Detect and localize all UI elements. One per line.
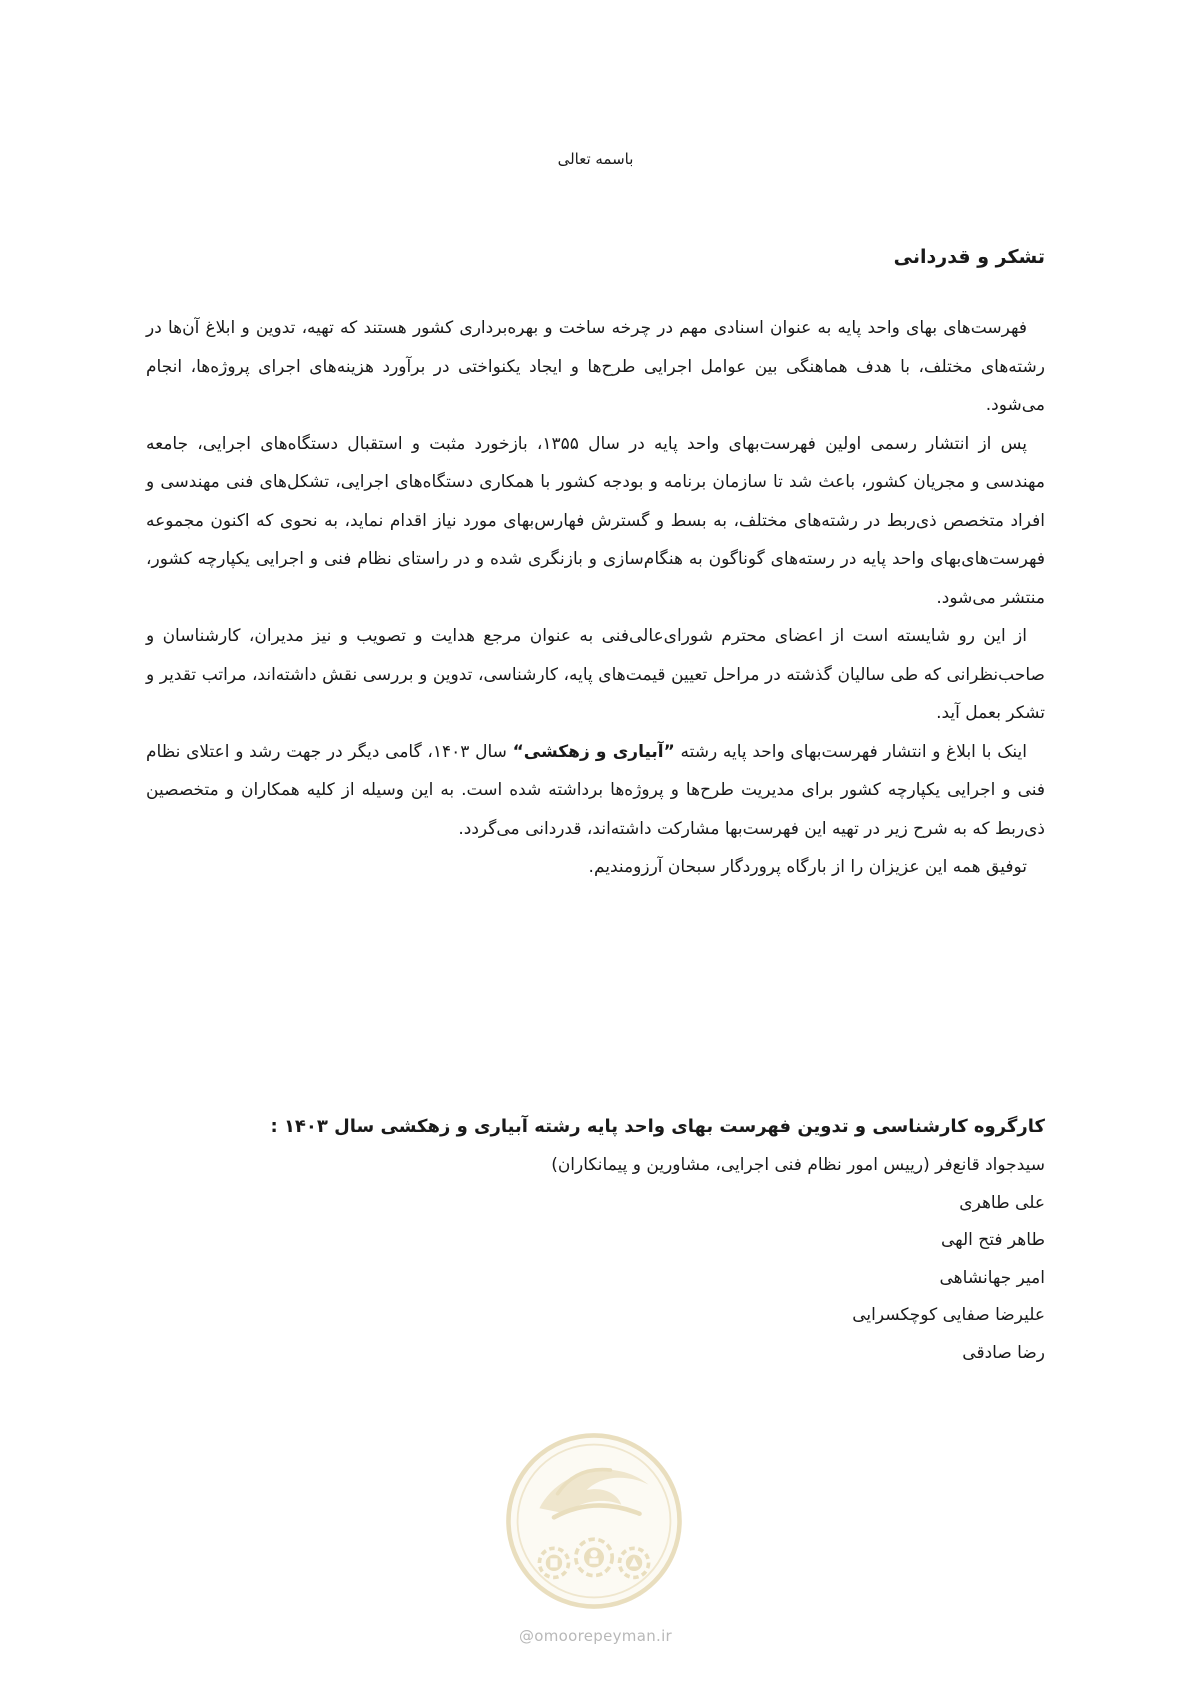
paragraph-4 [146, 733, 1045, 849]
watermark-handle: @omoorepeyman.ir [518, 1627, 673, 1645]
working-group-title: کارگروه کارشناسی و تدوین فهرست بهای واحد پایه رشته آبیاری و زهکشی سال ۱۴۰۳ : [270, 1116, 1045, 1137]
member-item: رضا صادقی [962, 1342, 1045, 1363]
paragraph-3: از این رو شایسته است از اعضای محترم شورای‌عالی‌فنی به عنوان مرجع هدایت و تصویب و نیز مدیران، کارشناسان و صاحب‌نظرانی که طی سالیان گذشته در مراحل تعیین قیمت‌های پایه، کارشناسی، تدوین و بررسی نقش داشته‌اند، مراتب تقدیر و تشکر بعمل آید. [146, 626, 1045, 723]
paragraph-4-after: سال ۱۴۰۳، گامی دیگر در جهت رشد و اعتلای نظام فنی و اجرایی یکپارچه کشور برای مدیریت طرح‌ها و پروژه‌ها برداشته شده است. به این وسیله از کلیه همکاران و متخصصین ذی‌ربط که به شرح زیر در تهیه این فهرست‌بها مشارکت داشته‌اند، قدردانی می‌گردد. [146, 741, 1045, 839]
paragraph-2: پس از انتشار رسمی اولین فهرست‌بهای واحد پایه در سال ۱۳۵۵، بازخورد مثبت و استقبال دستگاه‌های اجرایی، جامعه مهندسی و مجریان کشور، باعث شد تا سازمان برنامه و بودجه کشور با همکاری دستگاه‌های اجرایی، تشکل‌های فنی مهندسی و افراد متخصص ذی‌ربط در رشته‌های مختلف، به بسط و گسترش فهارس‌بهای مورد نیاز اقدام نماید، به نحوی که اکنون مجموعه فهرست‌های‌بهای واحد پایه در رسته‌های گوناگون به هنگام‌سازی و بازنگری شده و در راستای نظام فنی و اجرایی یکپارچه کشور، منتشر می‌شود. [146, 433, 1045, 608]
paragraph-5: توفیق همه این عزیزان را از بارگاه پروردگار سبحان آرزومندیم. [588, 857, 1027, 877]
watermark-seal-logo [503, 1430, 685, 1612]
discipline-name: ”آبیاری و زهکشی“ [512, 741, 675, 762]
page-title: تشکر و قدردانی [893, 246, 1045, 268]
member-list [146, 1147, 1045, 1372]
member-item: طاهر فتح الهی [940, 1230, 1045, 1250]
member-item: علی طاهری [959, 1192, 1045, 1213]
acknowledgment-body [146, 309, 1045, 887]
bismillah-header: باسمه تعالی [557, 150, 634, 168]
member-item: علیرضا صفایی کوچکسرایی [852, 1305, 1045, 1325]
paragraph-1: فهرست‌های بهای واحد پایه به عنوان اسنادی مهم در چرخه ساخت و بهره‌برداری کشور هستند که تهیه، تدوین و ابلاغ آن‌ها در رشته‌های مختلف، با هدف هماهنگی بین عوامل اجرایی طرح‌ها و ایجاد یکنواختی در برآورد هزینه‌های اجرای پروژه‌ها، انجام می‌شود. [146, 318, 1045, 415]
paragraph-4-before: اینک با ابلاغ و انتشار فهرست‌بهای واحد پایه رشته [674, 741, 1027, 762]
working-group-section [146, 1107, 1045, 1372]
member-item: سیدجواد قانع‌فر (رییس امور نظام فنی اجرایی، مشاورین و پیمانکاران) [551, 1155, 1045, 1175]
member-item: امیر جهانشاهی [939, 1267, 1045, 1288]
